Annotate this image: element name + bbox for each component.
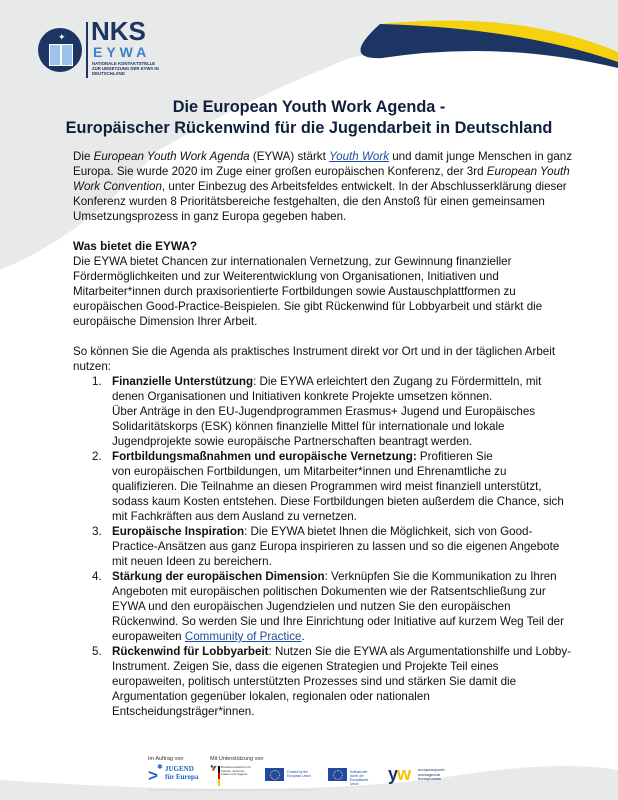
list-item-title: Rückenwind für Lobbyarbeit	[112, 645, 269, 658]
list-item: 4. Stärkung der europäischen Dimension: Verknüpfen Sie die Kommunikation zu Ihren Angeboten mit europäischen politischen Dokumenten wie der Ratsentschließung zur EYWA und den europäischen Jugendzielen und nutzen Sie den europäischen Rückenwind. So werden Sie und Ihre Einrichtung oder Initiative auf kurzem Weg Teil der europaweiten Community of Practice.	[92, 570, 564, 643]
list-item: 2. Fortbildungsmaßnahmen und europäische Vernetzung: Profitieren Sie von europäischen Fortbildungen, um Mitarbeiter*innen und Ehrenamtliche zu qualifizieren. Die Teilnahme an diesen Programmen wird meist finanziell unterstützt, sodass kaum Kosten entstehen. Diese Fortbildungen bieten außerdem die Chance, sich mit Fachkräften aus dem Ausland zu vernetzen.	[92, 450, 564, 523]
nks-eywa-logo	[34, 16, 159, 80]
section-heading: Was bietet die EYWA?	[73, 239, 198, 253]
eu-funded-logo: Funded by the European Union	[265, 768, 315, 781]
title-line-2: Europäischer Rückenwind für die Jugendarbeit in Deutschland	[65, 119, 553, 137]
intro-text: und damit junge Menschen in ganz Europa. Sie wurde 2020 im Zuge einer großen europäischen Konferenz, der 3rd	[73, 150, 573, 178]
intro-paragraph	[73, 149, 573, 224]
star-icon: ✦	[58, 32, 66, 42]
logo-name: NKS	[91, 16, 146, 46]
intro-text: (EYWA) stärkt	[249, 150, 330, 163]
intro-text: , unter Einbezug des Arbeitsfeldes entwickelt. In der Abschlusserklärung dieser Konferenz wurden 8 Prioritätsbereiche festgehalten, die den Anstoß für einen gemeinsamen Umsetzungsprozess in ganz Europa gegeben haben.	[73, 180, 567, 223]
list-item-title: Finanzielle Unterstützung	[112, 375, 254, 388]
logo-emblem-icon	[38, 28, 82, 72]
logo-tagline: NATIONALE KONTAKTSTELLE ZUR UMSETZUNG DER EYWA IN DEUTSCHLAND	[92, 61, 159, 76]
benefits-list	[73, 374, 573, 719]
logo-divider	[86, 22, 88, 78]
title-line-1: Die European Youth Work Agenda -	[172, 98, 446, 116]
eywa-bonn-process-logo: y w europeanyouth workagenda bonnprocess	[388, 764, 445, 784]
eu-cofunded-logo: Kofinanziert durch die Europäische Union	[328, 768, 383, 781]
eu-flag-icon	[265, 768, 284, 781]
section-body: Die EYWA bietet Chancen zur internationalen Vernetzung, zur Gewinnung finanzieller Fördermöglichkeiten und zur Weiterentwicklung von Organisationen, Initiativen und Mitarbeiter*innen durch praxisorientierte Fortbildungen sowie Austauschplattformen zu europäischen Good-Practice-Beispielen. Sie gibt Rückenwind für Lobbyarbeit und stärkt die europäische Dimension Ihrer Arbeit.	[73, 255, 543, 328]
german-flag-icon	[218, 766, 220, 786]
jugend-fuer-europa-logo: > ✱ JUGEND für Europa	[148, 764, 199, 785]
list-lead: So können Sie die Agenda als praktisches Instrument direkt vor Ort und in der täglichen Arbeit nutzen:	[73, 345, 556, 373]
support-label: Mit Unterstützung von	[210, 756, 264, 762]
community-of-practice-link[interactable]: Community of Practice	[184, 630, 302, 643]
document-body	[73, 149, 573, 719]
federal-eagle-icon: 🦅	[210, 766, 218, 772]
footer-divider	[148, 789, 318, 791]
eu-flag-icon	[328, 768, 347, 781]
list-item-title: Europäische Inspiration	[112, 525, 245, 538]
commission-label: Im Auftrag von	[148, 756, 184, 762]
intro-text: Die	[73, 150, 94, 163]
bmfsfj-logo: 🦅 Bundesministerium für Familie, Senioren, Frauen und Jugend	[210, 765, 255, 787]
list-item-title: Stärkung der europäischen Dimension	[112, 570, 325, 583]
list-item: 3. Europäische Inspiration: Die EYWA bietet Ihnen die Möglichkeit, sich von Good-Practice-Ansätzen aus ganz Europa inspirieren zu lassen und so die eigenen Angebote mit neuen Ideen zu bereichern.	[92, 525, 560, 568]
youth-work-link[interactable]: Youth Work	[329, 150, 389, 163]
star-icon: ✱	[157, 764, 163, 771]
list-item: 5. Rückenwind für Lobbyarbeit: Nutzen Sie die EYWA als Argumentationshilfe und Lobby-Instrument. Zeigen Sie, dass die eigenen Strategien und Projekte Teil eines europaweiten, politisch unterstützten Prozesses sind und stärken Sie damit die Argumentation gegenüber lokalen, regionalen oder nationalen Entscheidungsträger*innen.	[92, 645, 571, 718]
logo-sub-name: EYWA	[93, 44, 151, 60]
page-title	[0, 97, 618, 139]
intro-italic-convention: European Youth Work Convention	[73, 165, 570, 193]
list-item-title: Fortbildungsmaßnahmen und europäische Vernetzung:	[112, 450, 417, 463]
intro-italic-eywa: European Youth Work Agenda	[93, 150, 250, 163]
list-item: 1. Finanzielle Unterstützung: Die EYWA erleichtert den Zugang zu Fördermitteln, mit denen Organisationen und Initiativen konkrete Projekte umsetzen können. Über Anträge in den EU-Jugendprogrammen Erasmus+ Jugend und Europäisches Solidaritätskorps (ESK) können finanzielle Mittel für internationale und lokale Jugendprojekte sowie europäische Partnerschaften beantragt werden.	[92, 375, 542, 448]
chevron-right-icon: >	[148, 766, 158, 785]
